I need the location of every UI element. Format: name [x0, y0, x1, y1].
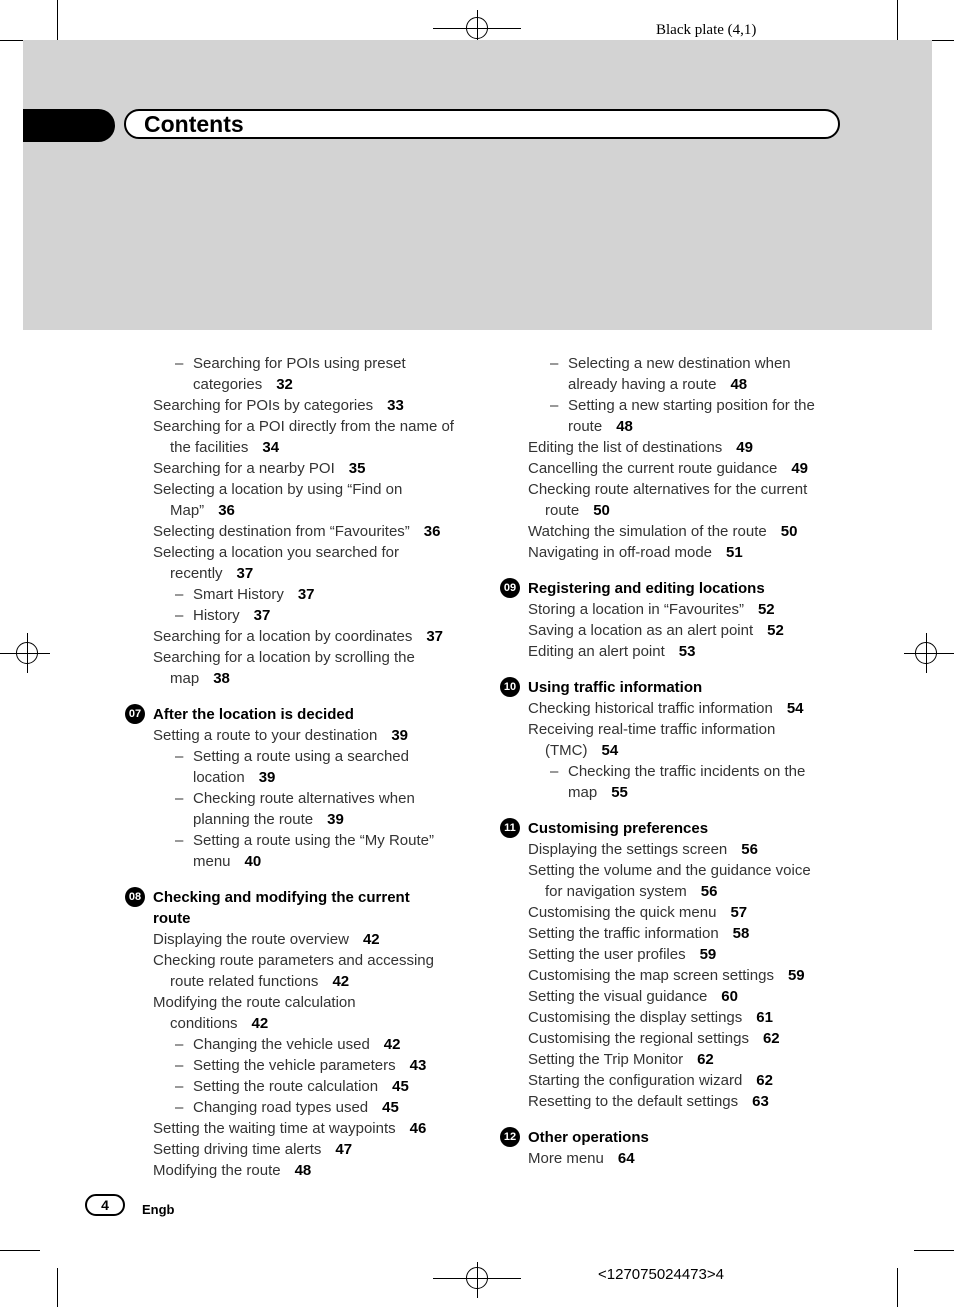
- toc-page-number: 52: [757, 601, 775, 618]
- toc-entry: [500, 1148, 835, 1169]
- toc-entry: [125, 458, 470, 479]
- dash-bullet: –: [175, 832, 184, 849]
- toc-page-number: 36: [218, 502, 235, 519]
- header-band: [23, 40, 932, 330]
- toc-entry-text: location: [193, 769, 245, 786]
- toc-entry-text: Modifying the route calculation: [153, 994, 356, 1011]
- toc-page-number: 42: [251, 1015, 269, 1032]
- page-number: 4: [85, 1194, 125, 1216]
- section-heading-text: Customising preferences: [528, 820, 709, 837]
- dash-bullet: –: [550, 355, 559, 372]
- toc-entry: [125, 647, 470, 668]
- section-gap: [500, 803, 835, 818]
- toc-entry: [500, 881, 835, 902]
- toc-page-number: 48: [616, 418, 633, 435]
- title-bar: [124, 109, 840, 139]
- toc-entry: [500, 1091, 835, 1112]
- section-heading: [500, 677, 835, 698]
- toc-entry-text: route: [545, 502, 580, 519]
- toc-entry-text: map: [568, 784, 598, 801]
- toc-entry: [125, 605, 470, 626]
- toc-entry-text: Resetting to the default settings: [528, 1093, 739, 1110]
- toc-page-number: 45: [392, 1078, 409, 1095]
- toc-entry-text: Smart History: [193, 586, 284, 603]
- toc-entry: [125, 500, 470, 521]
- toc-entry: [500, 620, 835, 641]
- toc-page-number: 37: [253, 607, 271, 624]
- toc-entry: [500, 374, 835, 395]
- toc-entry-text: Setting the visual guidance: [528, 988, 708, 1005]
- toc-entry: [500, 599, 835, 620]
- toc-page-number: 49: [736, 439, 753, 456]
- toc-entry-text: Editing an alert point: [528, 643, 665, 660]
- toc-entry-text: Selecting a location you searched for: [153, 544, 399, 561]
- toc-entry-text: Searching for POIs using preset: [193, 355, 406, 372]
- toc-entry: [125, 929, 470, 950]
- toc-entry-text: More menu: [528, 1150, 604, 1167]
- toc-entry-text: Setting the traffic information: [528, 925, 719, 942]
- toc-entry-text: Setting the waiting time at waypoints: [153, 1120, 396, 1137]
- toc-entry-text: Customising the map screen settings: [528, 967, 774, 984]
- toc-page-number: 37: [297, 586, 315, 603]
- toc-entry-text: Setting the Trip Monitor: [528, 1051, 684, 1068]
- plate-label: Black plate (4,1): [656, 22, 757, 38]
- toc-entry: [125, 1034, 470, 1055]
- toc-entry-text: categories: [193, 376, 263, 393]
- toc-entry: [500, 1049, 835, 1070]
- toc-page-number: 58: [732, 925, 750, 942]
- toc-entry: [500, 542, 835, 563]
- section-gap: [500, 563, 835, 578]
- section-heading: [500, 1127, 835, 1148]
- toc-entry: [500, 698, 835, 719]
- toc-entry: [125, 1076, 470, 1097]
- toc-page-number: 42: [332, 973, 350, 990]
- toc-page-number: 32: [276, 376, 293, 393]
- toc-entry: [500, 458, 835, 479]
- section-heading-text: After the location is decided: [153, 706, 354, 723]
- toc-page-number: 37: [236, 565, 254, 582]
- section-gap: [125, 872, 470, 887]
- toc-page-number: 39: [327, 811, 344, 828]
- dash-bullet: –: [550, 397, 559, 414]
- language-code: Engb: [142, 1202, 175, 1217]
- toc-entry: [125, 767, 470, 788]
- toc-page-number: 50: [780, 523, 798, 540]
- title-tab: [23, 109, 115, 142]
- toc-entry-text: Changing road types used: [193, 1099, 369, 1116]
- toc-entry: [500, 416, 835, 437]
- toc-entry: [500, 944, 835, 965]
- toc-entry: [125, 851, 470, 872]
- section-heading-text: Checking and modifying the current: [153, 889, 410, 906]
- toc-entry: [500, 965, 835, 986]
- dash-bullet: –: [175, 790, 184, 807]
- toc-page-number: 51: [726, 544, 743, 561]
- toc-entry: [500, 782, 835, 803]
- toc-entry-text: Starting the configuration wizard: [528, 1072, 743, 1089]
- toc-entry: [500, 986, 835, 1007]
- toc-entry-text: Changing the vehicle used: [193, 1036, 370, 1053]
- toc-entry-text: Setting the volume and the guidance voice: [528, 862, 811, 879]
- toc-page-number: 53: [678, 643, 696, 660]
- toc-entry-text: Checking route alternatives when: [193, 790, 415, 807]
- dash-bullet: –: [175, 586, 184, 603]
- toc-page-number: 52: [767, 622, 784, 639]
- toc-entry: [125, 992, 470, 1013]
- section-heading-text: Other operations: [528, 1129, 649, 1146]
- toc-entry: [125, 1097, 470, 1118]
- toc-entry-text: Cancelling the current route guidance: [528, 460, 778, 477]
- toc-entry: [125, 1055, 470, 1076]
- toc-entry-text: Setting the vehicle parameters: [193, 1057, 396, 1074]
- toc-entry-text: Searching for a POI directly from the name of: [153, 418, 454, 435]
- dash-bullet: –: [550, 763, 559, 780]
- toc-entry: [500, 500, 835, 521]
- toc-entry-text: Navigating in off-road mode: [528, 544, 712, 561]
- section-heading: [500, 578, 835, 599]
- toc-entry: [125, 563, 470, 584]
- section-number-badge: 09: [500, 578, 520, 598]
- section-heading-text: route: [153, 910, 191, 927]
- toc-entry: [500, 719, 835, 740]
- toc-page-number: 39: [258, 769, 276, 786]
- toc-entry: [125, 1139, 470, 1160]
- section-heading-text: Registering and editing locations: [528, 580, 765, 597]
- toc-entry: [500, 1028, 835, 1049]
- toc-entry: [125, 374, 470, 395]
- toc-entry: [500, 860, 835, 881]
- toc-entry-text: Setting a route using a searched: [193, 748, 409, 765]
- section-number-badge: 08: [125, 887, 145, 907]
- section-gap: [125, 689, 470, 704]
- toc-page-number: 50: [593, 502, 610, 519]
- toc-entry-text: Searching for POIs by categories: [153, 397, 374, 414]
- toc-entry: [125, 788, 470, 809]
- toc-entry-text: conditions: [170, 1015, 238, 1032]
- toc-entry-text: Customising the quick menu: [528, 904, 717, 921]
- toc-page-number: 47: [335, 1141, 353, 1158]
- section-heading: [500, 818, 835, 839]
- toc-entry: [125, 725, 470, 746]
- toc-entry-text: Displaying the route overview: [153, 931, 349, 948]
- toc-entry: [125, 479, 470, 500]
- toc-entry: [125, 437, 470, 458]
- section-heading: [125, 704, 470, 725]
- toc-entry-text: History: [193, 607, 240, 624]
- toc-page-number: 48: [730, 376, 748, 393]
- toc-entry: [500, 479, 835, 500]
- toc-page-number: 39: [391, 727, 408, 744]
- toc-page-number: 33: [387, 397, 404, 414]
- dash-bullet: –: [175, 1099, 184, 1116]
- toc-page-number: 34: [262, 439, 280, 456]
- toc-entry: [125, 950, 470, 971]
- toc-entry: [125, 830, 470, 851]
- toc-entry: [125, 1013, 470, 1034]
- toc-entry-text: Setting a route to your destination: [153, 727, 378, 744]
- toc-entry-text: the facilities: [170, 439, 249, 456]
- toc-page-number: 42: [383, 1036, 401, 1053]
- dash-bullet: –: [175, 1036, 184, 1053]
- toc-entry: [500, 761, 835, 782]
- toc-page-number: 61: [756, 1009, 773, 1026]
- toc-entry-text: Searching for a nearby POI: [153, 460, 335, 477]
- page-title: Contents: [144, 111, 244, 137]
- toc-entry-text: Editing the list of destinations: [528, 439, 723, 456]
- toc-page-number: 54: [601, 742, 619, 759]
- toc-entry: [500, 902, 835, 923]
- toc-entry-text: Setting a new starting position for the: [568, 397, 815, 414]
- toc-entry-text: Searching for a location by scrolling the: [153, 649, 415, 666]
- toc-entry-text: Checking route parameters and accessing: [153, 952, 434, 969]
- toc-entry-text: menu: [193, 853, 231, 870]
- toc-entry-text: Storing a location in “Favourites”: [528, 601, 744, 618]
- toc-entry-text: Selecting destination from “Favourites”: [153, 523, 410, 540]
- toc-page-number: 35: [348, 460, 366, 477]
- toc-entry-text: Setting driving time alerts: [153, 1141, 322, 1158]
- toc-page-number: 55: [611, 784, 628, 801]
- toc-page-number: 43: [409, 1057, 427, 1074]
- section-heading: [125, 908, 470, 929]
- toc-entry-text: for navigation system: [545, 883, 687, 900]
- toc-page-number: 62: [762, 1030, 780, 1047]
- toc-entry: [500, 923, 835, 944]
- toc-page-number: 38: [213, 670, 230, 687]
- toc-entry-text: Watching the simulation of the route: [528, 523, 767, 540]
- toc-entry-text: Checking historical traffic information: [528, 700, 773, 717]
- toc-entry: [125, 809, 470, 830]
- dash-bullet: –: [175, 607, 184, 624]
- section-number-badge: 07: [125, 704, 145, 724]
- toc-page-number: 45: [382, 1099, 399, 1116]
- toc-entry: [125, 668, 470, 689]
- toc-entry-text: Displaying the settings screen: [528, 841, 728, 858]
- toc-page-number: 49: [791, 460, 809, 477]
- toc-page-number: 42: [362, 931, 380, 948]
- toc-page-number: 54: [786, 700, 804, 717]
- toc-entry: [500, 1070, 835, 1091]
- toc-entry-text: Setting a route using the “My Route”: [193, 832, 434, 849]
- toc-page-number: 46: [409, 1120, 427, 1137]
- document-code: <127075024473>4: [598, 1266, 724, 1283]
- dash-bullet: –: [175, 748, 184, 765]
- toc-right-column: [500, 353, 835, 1169]
- toc-entry-text: (TMC): [545, 742, 588, 759]
- toc-page-number: 62: [756, 1072, 773, 1089]
- dash-bullet: –: [175, 1078, 184, 1095]
- toc-entry: [500, 395, 835, 416]
- toc-entry: [125, 542, 470, 563]
- toc-page-number: 60: [721, 988, 738, 1005]
- toc-entry-text: Saving a location as an alert point: [528, 622, 754, 639]
- toc-entry: [125, 521, 470, 542]
- toc-entry-text: recently: [170, 565, 223, 582]
- toc-page-number: 57: [730, 904, 748, 921]
- toc-page-number: 56: [700, 883, 718, 900]
- section-number-badge: 11: [500, 818, 520, 838]
- toc-page-number: 56: [741, 841, 758, 858]
- toc-entry-text: route: [568, 418, 603, 435]
- toc-entry: [125, 1160, 470, 1181]
- toc-left-column: [125, 353, 470, 1181]
- toc-entry-text: Modifying the route: [153, 1162, 281, 1179]
- toc-entry-text: Searching for a location by coordinates: [153, 628, 413, 645]
- toc-entry-text: Setting the route calculation: [193, 1078, 379, 1095]
- toc-entry: [500, 641, 835, 662]
- toc-page-number: 59: [699, 946, 717, 963]
- toc-page-number: 64: [617, 1150, 635, 1167]
- toc-entry-text: Customising the display settings: [528, 1009, 743, 1026]
- section-heading: [125, 887, 470, 908]
- toc-page-number: 37: [426, 628, 444, 645]
- dash-bullet: –: [175, 355, 184, 372]
- toc-page-number: 63: [752, 1093, 769, 1110]
- section-gap: [500, 1112, 835, 1127]
- toc-entry-text: Selecting a location by using “Find on: [153, 481, 403, 498]
- toc-entry-text: route related functions: [170, 973, 319, 990]
- toc-page-number: 48: [294, 1162, 312, 1179]
- toc-entry: [125, 353, 470, 374]
- toc-entry-text: planning the route: [193, 811, 314, 828]
- toc-entry: [125, 584, 470, 605]
- dash-bullet: –: [175, 1057, 184, 1074]
- section-number-badge: 12: [500, 1127, 520, 1147]
- toc-entry-text: Customising the regional settings: [528, 1030, 749, 1047]
- toc-entry: [125, 395, 470, 416]
- toc-page-number: 62: [697, 1051, 714, 1068]
- toc-entry: [125, 971, 470, 992]
- toc-entry-text: Receiving real-time traffic information: [528, 721, 776, 738]
- toc-page-number: 59: [787, 967, 805, 984]
- toc-entry-text: Checking the traffic incidents on the: [568, 763, 806, 780]
- section-heading-text: Using traffic information: [528, 679, 703, 696]
- toc-entry: [125, 746, 470, 767]
- toc-entry: [125, 1118, 470, 1139]
- toc-entry-text: Setting the user profiles: [528, 946, 686, 963]
- toc-entry: [500, 353, 835, 374]
- toc-page-number: 36: [423, 523, 441, 540]
- toc-entry: [500, 1007, 835, 1028]
- toc-entry-text: already having a route: [568, 376, 717, 393]
- section-number-badge: 10: [500, 677, 520, 697]
- toc-entry: [500, 740, 835, 761]
- toc-entry-text: map: [170, 670, 200, 687]
- toc-entry: [500, 839, 835, 860]
- toc-entry: [125, 626, 470, 647]
- toc-entry: [500, 521, 835, 542]
- toc-entry: [500, 437, 835, 458]
- toc-entry: [125, 416, 470, 437]
- toc-entry-text: Map”: [170, 502, 205, 519]
- section-gap: [500, 662, 835, 677]
- toc-entry-text: Selecting a new destination when: [568, 355, 791, 372]
- toc-page-number: 40: [244, 853, 262, 870]
- toc-entry-text: Checking route alternatives for the current: [528, 481, 808, 498]
